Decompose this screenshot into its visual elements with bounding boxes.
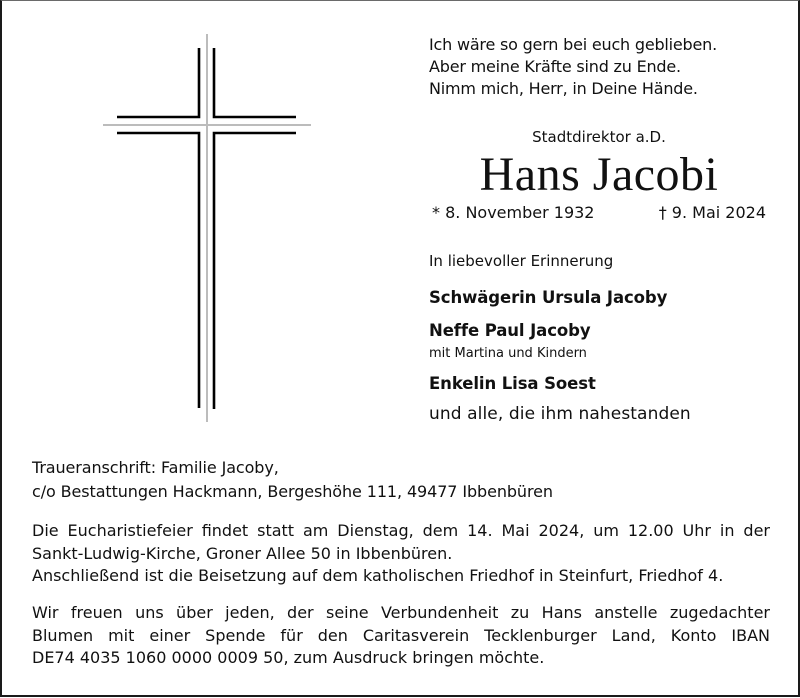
mourners-closing: und alle, die ihm nahestanden bbox=[429, 404, 691, 424]
mourning-address bbox=[32, 456, 553, 504]
service-paragraph bbox=[32, 520, 770, 588]
address-line: Traueranschrift: Familie Jacoby, bbox=[32, 458, 279, 477]
memory-intro: In liebevoller Erinnerung bbox=[429, 252, 614, 270]
mourner-name: Neffe Paul Jacoby bbox=[429, 321, 591, 340]
mourner-name: Schwägerin Ursula Jacoby bbox=[429, 288, 668, 307]
poem-line: Aber meine Kräfte sind zu Ende. bbox=[429, 57, 681, 76]
poem-line: Ich wäre so gern bei euch geblieben. bbox=[429, 35, 717, 54]
birth-date: * 8. November 1932 bbox=[432, 203, 595, 222]
cross-icon bbox=[2, 1, 800, 698]
address-line: c/o Bestattungen Hackmann, Bergeshöhe 111, 49477 Ibbenbüren bbox=[32, 482, 553, 501]
poem-line: Nimm mich, Herr, in Deine Hände. bbox=[429, 79, 698, 98]
deceased-title: Stadtdirektor a.D. bbox=[532, 128, 666, 146]
mourner-name: Enkelin Lisa Soest bbox=[429, 374, 596, 393]
poem bbox=[429, 34, 717, 100]
donation-line: DE74 4035 1060 0000 0009 50, zum Ausdruck bringen möchte. bbox=[32, 648, 545, 667]
death-date: † 9. Mai 2024 bbox=[658, 203, 766, 222]
donation-line: Wir freuen uns über jeden, der seine Verbundenheit zu Hans anstelle zugedachter bbox=[32, 603, 770, 622]
service-line: Die Eucharistiefeier findet statt am Dienstag, dem 14. Mai 2024, um 12.00 Uhr in der bbox=[32, 521, 770, 540]
deceased-name: Hans Jacobi bbox=[479, 148, 719, 201]
mourner-subline: mit Martina und Kindern bbox=[429, 346, 587, 361]
donation-line: Blumen mit einer Spende für den Caritasverein Tecklenburger Land, Konto IBAN bbox=[32, 625, 770, 645]
donation-paragraph bbox=[32, 602, 770, 670]
service-line: Sankt-Ludwig-Kirche, Groner Allee 50 in Ibbenbüren. bbox=[32, 543, 453, 563]
service-line: Anschließend ist die Beisetzung auf dem katholischen Friedhof in Steinfurt, Friedhof 4. bbox=[32, 566, 724, 585]
